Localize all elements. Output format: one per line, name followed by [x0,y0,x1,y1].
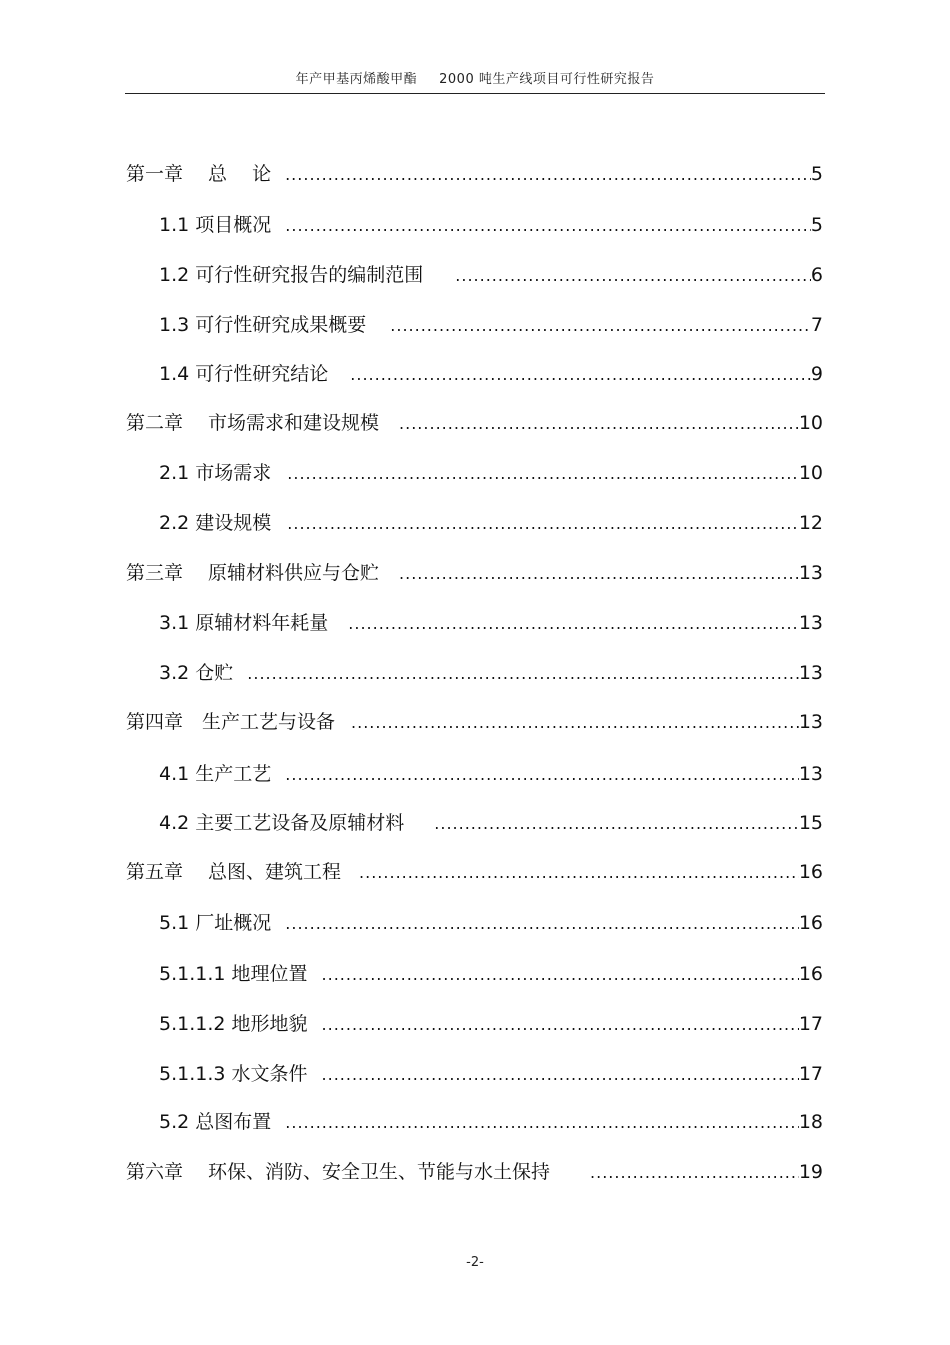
toc-entry[interactable] [126,859,823,886]
toc-entry[interactable] [159,910,823,937]
toc-entry[interactable] [126,709,823,736]
toc-page: 13 [798,612,823,634]
toc-page: 18 [798,1111,823,1133]
toc-leader [285,213,811,239]
toc-page: 9 [810,363,823,385]
toc-label: 4.2 主要工艺设备及原辅材料 [159,812,405,834]
toc-label: 5.1 厂址概况 [159,912,272,934]
toc-leader [285,1110,799,1136]
toc-label: 1.2 可行性研究报告的编制范围 [159,264,424,286]
toc-leader [285,162,811,188]
toc-leader [399,411,799,437]
toc-leader [390,313,811,339]
toc-entry[interactable] [159,660,823,687]
running-header [125,68,825,87]
toc-leader [399,561,799,587]
toc-leader [322,1062,799,1088]
toc-entry[interactable] [159,262,823,289]
toc-label: 第六章 环保、消防、安全卫生、节能与水土保持 [126,1161,551,1183]
toc-leader [590,1160,799,1186]
toc-label: 1.1 项目概况 [159,214,272,236]
toc-page: 13 [798,763,823,785]
toc-page: 16 [798,963,823,985]
toc-page: 13 [798,662,823,684]
toc-page: 6 [810,264,823,286]
toc-entry[interactable] [159,610,823,637]
toc-label: 2.1 市场需求 [159,462,272,484]
toc-leader [434,811,799,837]
header-title-part2: 2000 吨生产线项目可行性研究报告 [439,72,655,87]
toc-page: 17 [798,1013,823,1035]
toc-entry[interactable] [159,361,823,388]
toc-entry[interactable] [126,560,823,587]
toc-label: 1.4 可行性研究结论 [159,363,329,385]
toc-page: 5 [810,163,823,185]
toc-leader [351,710,799,736]
toc-entry[interactable] [126,161,823,188]
toc-leader [350,362,811,388]
toc-entry[interactable] [159,961,823,988]
toc-entry[interactable] [126,410,823,437]
toc-page: 17 [798,1063,823,1085]
toc-label: 5.1.1.1 地理位置 [159,963,308,985]
header-rule [125,93,825,94]
toc-label: 2.2 建设规模 [159,512,272,534]
toc-entry[interactable] [159,312,823,339]
toc-entry[interactable] [126,1159,823,1186]
toc-label: 5.2 总图布置 [159,1111,272,1133]
toc-label: 5.1.1.2 地形地貌 [159,1013,308,1035]
toc-leader [287,511,799,537]
toc-page: 13 [798,562,823,584]
toc-label: 4.1 生产工艺 [159,763,272,785]
toc-page: 16 [798,912,823,934]
toc-entry[interactable] [159,761,823,788]
toc-leader [287,461,799,487]
toc-entry[interactable] [159,212,823,239]
toc-label: 第三章 原辅材料供应与仓贮 [126,562,380,584]
toc-leader [455,263,811,289]
toc-leader [285,762,799,788]
toc-page: 5 [810,214,823,236]
toc-leader [359,860,799,886]
toc-label: 3.1 原辅材料年耗量 [159,612,329,634]
toc-page: 10 [798,412,823,434]
toc-leader [322,1012,799,1038]
toc-entry[interactable] [159,1061,823,1088]
toc-label: 3.2 仓贮 [159,662,234,684]
toc-leader [285,911,799,937]
toc-leader [348,611,799,637]
toc-entry[interactable] [159,1011,823,1038]
toc-page: 7 [810,314,823,336]
toc-leader [322,962,799,988]
toc-page: 12 [798,512,823,534]
header-title-part1: 年产甲基丙烯酸甲酯 [295,72,418,87]
toc-leader [247,661,799,687]
toc-entry[interactable] [159,1109,823,1136]
toc-label: 第五章 总图、建筑工程 [126,861,342,883]
toc-entry[interactable] [159,810,823,837]
toc-page: 13 [798,711,823,733]
toc-page: 10 [798,462,823,484]
page-number: -2- [466,1255,484,1270]
toc-label: 1.3 可行性研究成果概要 [159,314,367,336]
toc-label: 第一章 总 论 [126,163,272,185]
toc-label: 第二章 市场需求和建设规模 [126,412,380,434]
toc-page: 16 [798,861,823,883]
toc-page: 19 [798,1161,823,1183]
toc-page: 15 [798,812,823,834]
toc-entry[interactable] [159,460,823,487]
toc-label: 第四章 生产工艺与设备 [126,711,336,733]
toc-label: 5.1.1.3 水文条件 [159,1063,308,1085]
toc-entry[interactable] [159,510,823,537]
